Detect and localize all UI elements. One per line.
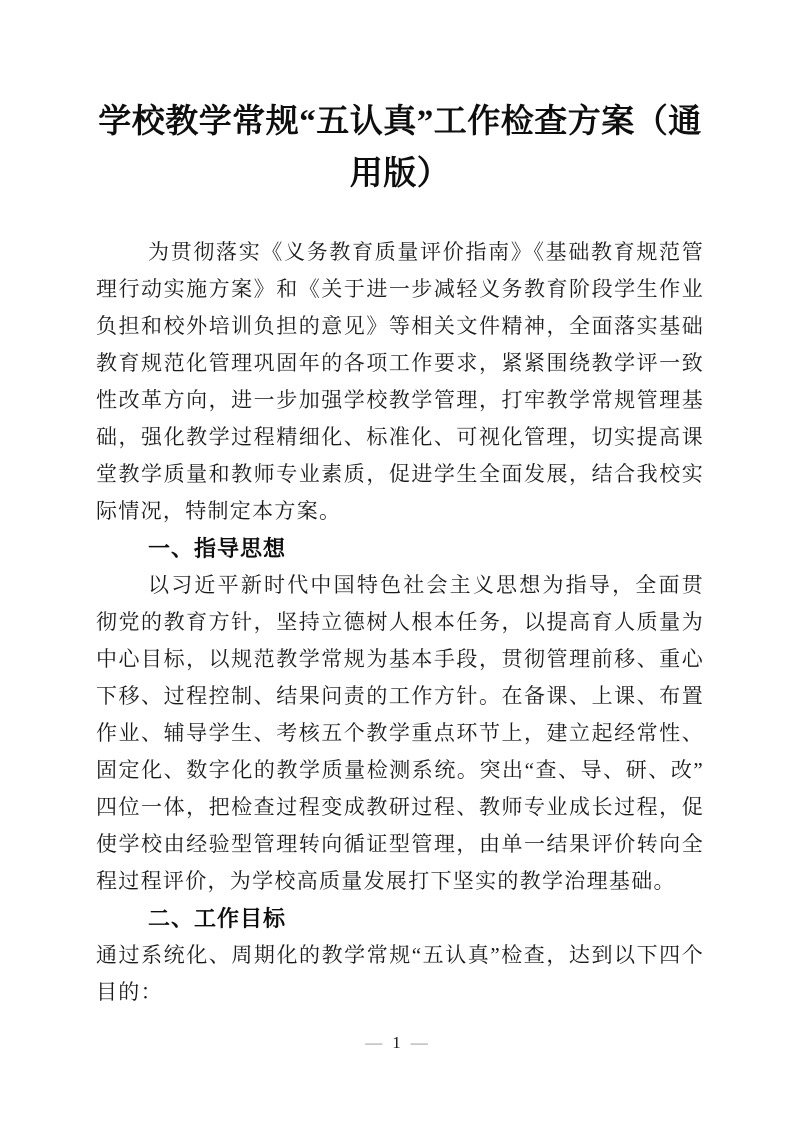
document-content [96, 0, 704, 1011]
footer-dash-right: — [410, 1033, 428, 1052]
footer-dash-left: — [365, 1033, 383, 1052]
paragraph-work-goals-intro: 通过系统化、周期化的教学常规“五认真”检查，达到以下四个目的： [96, 943, 704, 1004]
paragraph-preamble: 为贯彻落实《义务教育质量评价指南》《基础教育规范管理行动实施方案》和《关于进一步减轻义务教育阶段学生作业负担和校外培训负担的意见》等相关文件精神，全面落实基础教育规范化管理巩固年的各项工作要求，紧紧围绕教学评一致性改革方向，进一步加强学校教学管理，打牢教学常规管理基础，强化教学过程精细化、标准化、可视化管理，切实提高课堂教学质量和教师专业素质，促进学生全面发展，结合我校实际情况，特制定本方案。 [96, 240, 704, 523]
document-title: 学校教学常规“五认真”工作检查方案（通用版） [98, 104, 702, 192]
heading-work-goals: 二、工作目标 [148, 906, 287, 931]
page-number: 1 [392, 1033, 401, 1052]
heading-guiding-ideology: 一、指导思想 [148, 536, 287, 561]
page-footer [0, 1032, 793, 1054]
document-body [96, 234, 704, 1011]
paragraph-guiding-ideology: 以习近平新时代中国特色社会主义思想为指导，全面贯彻党的教育方针，坚持立德树人根本任务，以提高育人质量为中心目标，以规范教学常规为基本手段，贯彻管理前移、重心下移、过程控制、结果问责的工作方针。在备课、上课、布置作业、辅导学生、考核五个教学重点环节上，建立起经常性、固定化、数字化的教学质量检测系统。突出“查、导、研、改”四位一体，把检查过程变成教研过程、教师专业成长过程，促使学校由经验型管理转向循证型管理，由单一结果评价转向全程过程评价，为学校高质量发展打下坚实的教学治理基础。 [96, 573, 704, 893]
